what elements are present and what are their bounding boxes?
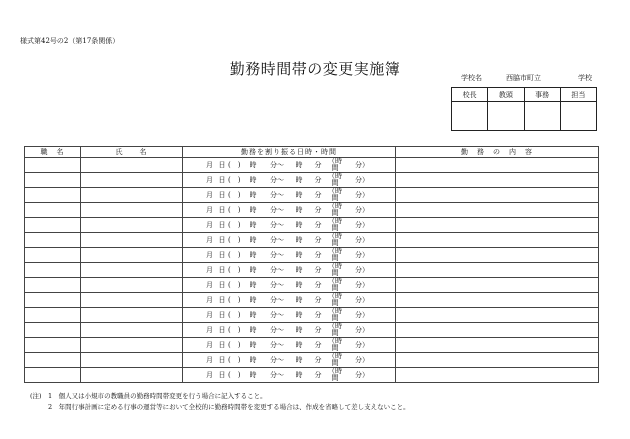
end-minute-label: 分 [314, 205, 322, 214]
end-minute-label: 分 [314, 280, 322, 289]
name-cell[interactable] [81, 263, 183, 278]
duration-hours-label: （時間 [328, 307, 342, 322]
month-label: 月 [206, 235, 213, 244]
position-cell[interactable] [25, 203, 81, 218]
position-cell[interactable] [25, 188, 81, 203]
header-name: 氏 名 [81, 147, 183, 158]
end-hour-label: 時 [295, 220, 303, 229]
approval-stamp-cell[interactable] [524, 102, 560, 131]
datetime-cell[interactable] [183, 263, 396, 278]
duration-minutes-label: 分） [355, 175, 369, 184]
table-row [25, 368, 599, 383]
weekday-paren: ( ) [228, 310, 241, 319]
school-name-label: 学校名 [461, 74, 482, 82]
name-cell[interactable] [81, 188, 183, 203]
month-label: 月 [206, 160, 213, 169]
end-hour-label: 時 [295, 370, 303, 379]
approval-header-staff: 担当 [560, 88, 596, 102]
start-hour-label: 時 [249, 160, 257, 169]
note-item: 2 年間行事計画に定める行事の運営等において全校的に勤務時間帯を変更する場合は、作成を省略して差し支えないこと。 [48, 403, 410, 411]
weekday-paren: ( ) [228, 235, 241, 244]
start-hour-label: 時 [249, 355, 257, 364]
datetime-cell[interactable] [183, 323, 396, 338]
datetime-template [183, 263, 395, 277]
table-row [25, 173, 599, 188]
end-minute-label: 分 [314, 235, 322, 244]
month-label: 月 [206, 310, 213, 319]
datetime-template [183, 308, 395, 322]
duration-hours-label: （時間 [328, 187, 342, 202]
content-cell[interactable] [396, 218, 599, 233]
start-hour-label: 時 [249, 280, 257, 289]
duration-hours-label: （時間 [328, 202, 342, 217]
duration-hours-label: （時間 [328, 247, 342, 262]
duration-hours-label: （時間 [328, 322, 342, 337]
end-hour-label: 時 [295, 205, 303, 214]
start-minute-label: 分～ [270, 280, 284, 289]
position-cell[interactable] [25, 218, 81, 233]
name-cell[interactable] [81, 218, 183, 233]
duration-hours-label: （時間 [328, 217, 342, 232]
duration-hours-label: （時間 [328, 172, 342, 187]
day-label: 日 [218, 265, 226, 274]
content-cell[interactable] [396, 338, 599, 353]
end-hour-label: 時 [295, 355, 303, 364]
approval-header-principal: 校長 [452, 88, 488, 102]
start-minute-label: 分～ [270, 340, 284, 349]
schedule-table [24, 146, 599, 383]
duration-hours-label: （時間 [328, 232, 342, 247]
start-hour-label: 時 [249, 205, 257, 214]
end-minute-label: 分 [314, 340, 322, 349]
day-label: 日 [218, 295, 226, 304]
start-minute-label: 分～ [270, 220, 284, 229]
end-hour-label: 時 [295, 295, 303, 304]
end-minute-label: 分 [314, 250, 322, 259]
datetime-template [183, 323, 395, 337]
content-cell[interactable] [396, 278, 599, 293]
datetime-template [183, 233, 395, 247]
duration-hours-label: （時間 [328, 352, 342, 367]
start-hour-label: 時 [249, 310, 257, 319]
end-minute-label: 分 [314, 355, 322, 364]
school-suffix: 学校 [578, 74, 592, 82]
approval-stamp-table [451, 87, 597, 131]
month-label: 月 [206, 370, 213, 379]
start-minute-label: 分～ [270, 235, 284, 244]
content-cell[interactable] [396, 188, 599, 203]
table-row [25, 293, 599, 308]
content-cell[interactable] [396, 173, 599, 188]
end-minute-label: 分 [314, 325, 322, 334]
month-label: 月 [206, 220, 213, 229]
datetime-template [183, 338, 395, 352]
duration-minutes-label: 分） [355, 280, 369, 289]
start-hour-label: 時 [249, 265, 257, 274]
duration-minutes-label: 分） [355, 205, 369, 214]
duration-minutes-label: 分） [355, 190, 369, 199]
position-cell[interactable] [25, 368, 81, 383]
weekday-paren: ( ) [228, 280, 241, 289]
month-label: 月 [206, 175, 213, 184]
weekday-paren: ( ) [228, 355, 241, 364]
position-cell[interactable] [25, 233, 81, 248]
datetime-template [183, 293, 395, 307]
table-row [25, 248, 599, 263]
day-label: 日 [218, 355, 226, 364]
day-label: 日 [218, 205, 226, 214]
month-label: 月 [206, 265, 213, 274]
position-cell[interactable] [25, 173, 81, 188]
end-minute-label: 分 [314, 220, 322, 229]
day-label: 日 [218, 190, 226, 199]
start-minute-label: 分～ [270, 355, 284, 364]
weekday-paren: ( ) [228, 160, 241, 169]
page-title: 勤務時間帯の変更実施簿 [229, 60, 401, 78]
start-minute-label: 分～ [270, 160, 284, 169]
name-cell[interactable] [81, 203, 183, 218]
datetime-cell[interactable] [183, 233, 396, 248]
name-cell[interactable] [81, 158, 183, 173]
weekday-paren: ( ) [228, 190, 241, 199]
table-row [25, 203, 599, 218]
weekday-paren: ( ) [228, 340, 241, 349]
table-row [25, 323, 599, 338]
name-cell[interactable] [81, 338, 183, 353]
month-label: 月 [206, 325, 213, 334]
datetime-template [183, 218, 395, 232]
start-minute-label: 分～ [270, 310, 284, 319]
datetime-template [183, 368, 395, 382]
month-label: 月 [206, 250, 213, 259]
end-minute-label: 分 [314, 190, 322, 199]
duration-hours-label: （時間 [328, 157, 342, 172]
position-cell[interactable] [25, 263, 81, 278]
name-cell[interactable] [81, 308, 183, 323]
datetime-cell[interactable] [183, 203, 396, 218]
datetime-template [183, 158, 395, 172]
header-content: 勤 務 の 内 容 [396, 147, 599, 158]
table-row [25, 218, 599, 233]
duration-minutes-label: 分） [355, 325, 369, 334]
day-label: 日 [218, 220, 226, 229]
start-minute-label: 分～ [270, 325, 284, 334]
datetime-cell[interactable] [183, 368, 396, 383]
weekday-paren: ( ) [228, 325, 241, 334]
end-hour-label: 時 [295, 265, 303, 274]
start-minute-label: 分～ [270, 175, 284, 184]
table-row [25, 188, 599, 203]
table-row [25, 353, 599, 368]
content-cell[interactable] [396, 323, 599, 338]
end-minute-label: 分 [314, 370, 322, 379]
month-label: 月 [206, 340, 213, 349]
content-cell[interactable] [396, 158, 599, 173]
start-minute-label: 分～ [270, 190, 284, 199]
duration-minutes-label: 分） [355, 265, 369, 274]
content-cell[interactable] [396, 308, 599, 323]
day-label: 日 [218, 370, 226, 379]
start-hour-label: 時 [249, 325, 257, 334]
month-label: 月 [206, 355, 213, 364]
end-hour-label: 時 [295, 340, 303, 349]
day-label: 日 [218, 160, 226, 169]
weekday-paren: ( ) [228, 295, 241, 304]
approval-stamp-cell[interactable] [560, 102, 596, 131]
duration-hours-label: （時間 [328, 277, 342, 292]
approval-header-office: 事務 [524, 88, 560, 102]
datetime-cell[interactable] [183, 248, 396, 263]
position-cell[interactable] [25, 308, 81, 323]
datetime-cell[interactable] [183, 338, 396, 353]
start-hour-label: 時 [249, 340, 257, 349]
name-cell[interactable] [81, 278, 183, 293]
month-label: 月 [206, 205, 213, 214]
weekday-paren: ( ) [228, 175, 241, 184]
datetime-template [183, 203, 395, 217]
table-row [25, 278, 599, 293]
table-row [25, 338, 599, 353]
position-cell[interactable] [25, 278, 81, 293]
start-minute-label: 分～ [270, 370, 284, 379]
end-hour-label: 時 [295, 325, 303, 334]
datetime-cell[interactable] [183, 218, 396, 233]
end-hour-label: 時 [295, 250, 303, 259]
content-cell[interactable] [396, 248, 599, 263]
day-label: 日 [218, 340, 226, 349]
duration-hours-label: （時間 [328, 262, 342, 277]
position-cell[interactable] [25, 293, 81, 308]
content-cell[interactable] [396, 263, 599, 278]
name-cell[interactable] [81, 368, 183, 383]
end-minute-label: 分 [314, 310, 322, 319]
duration-hours-label: （時間 [328, 367, 342, 382]
header-datetime: 勤務を割り振る日時・時間 [183, 147, 396, 158]
approval-stamp-cell[interactable] [488, 102, 524, 131]
name-cell[interactable] [81, 173, 183, 188]
weekday-paren: ( ) [228, 250, 241, 259]
start-hour-label: 時 [249, 370, 257, 379]
end-minute-label: 分 [314, 160, 322, 169]
month-label: 月 [206, 295, 213, 304]
datetime-template [183, 248, 395, 262]
end-minute-label: 分 [314, 295, 322, 304]
weekday-paren: ( ) [228, 370, 241, 379]
name-cell[interactable] [81, 293, 183, 308]
end-minute-label: 分 [314, 175, 322, 184]
duration-hours-label: （時間 [328, 292, 342, 307]
datetime-template [183, 278, 395, 292]
month-label: 月 [206, 280, 213, 289]
start-hour-label: 時 [249, 235, 257, 244]
approval-header-vice-principal: 教頭 [488, 88, 524, 102]
content-cell[interactable] [396, 203, 599, 218]
start-hour-label: 時 [249, 175, 257, 184]
datetime-cell[interactable] [183, 188, 396, 203]
datetime-cell[interactable] [183, 353, 396, 368]
name-cell[interactable] [81, 323, 183, 338]
position-cell[interactable] [25, 353, 81, 368]
duration-hours-label: （時間 [328, 337, 342, 352]
content-cell[interactable] [396, 368, 599, 383]
end-hour-label: 時 [295, 235, 303, 244]
month-label: 月 [206, 190, 213, 199]
day-label: 日 [218, 175, 226, 184]
position-cell[interactable] [25, 248, 81, 263]
duration-minutes-label: 分） [355, 235, 369, 244]
datetime-cell[interactable] [183, 173, 396, 188]
position-cell[interactable] [25, 338, 81, 353]
datetime-cell[interactable] [183, 158, 396, 173]
duration-minutes-label: 分） [355, 355, 369, 364]
name-cell[interactable] [81, 233, 183, 248]
name-cell[interactable] [81, 353, 183, 368]
notes-prefix: (注) [30, 392, 42, 400]
end-minute-label: 分 [314, 265, 322, 274]
start-minute-label: 分～ [270, 265, 284, 274]
end-hour-label: 時 [295, 160, 303, 169]
day-label: 日 [218, 310, 226, 319]
day-label: 日 [218, 235, 226, 244]
table-row [25, 233, 599, 248]
start-minute-label: 分～ [270, 250, 284, 259]
day-label: 日 [218, 325, 226, 334]
content-cell[interactable] [396, 233, 599, 248]
end-hour-label: 時 [295, 190, 303, 199]
table-row [25, 308, 599, 323]
datetime-template [183, 188, 395, 202]
day-label: 日 [218, 250, 226, 259]
duration-minutes-label: 分） [355, 370, 369, 379]
weekday-paren: ( ) [228, 205, 241, 214]
start-hour-label: 時 [249, 190, 257, 199]
start-minute-label: 分～ [270, 295, 284, 304]
content-cell[interactable] [396, 353, 599, 368]
form-number: 様式第42号の2（第17条関係） [20, 37, 120, 45]
datetime-template [183, 173, 395, 187]
datetime-template [183, 353, 395, 367]
end-hour-label: 時 [295, 175, 303, 184]
datetime-cell[interactable] [183, 278, 396, 293]
duration-minutes-label: 分） [355, 220, 369, 229]
day-label: 日 [218, 280, 226, 289]
start-hour-label: 時 [249, 250, 257, 259]
datetime-cell[interactable] [183, 293, 396, 308]
weekday-paren: ( ) [228, 220, 241, 229]
duration-minutes-label: 分） [355, 295, 369, 304]
end-hour-label: 時 [295, 310, 303, 319]
school-name-value: 西脇市町立 [506, 74, 541, 82]
start-minute-label: 分～ [270, 205, 284, 214]
duration-minutes-label: 分） [355, 310, 369, 319]
duration-minutes-label: 分） [355, 160, 369, 169]
note-item: 1 個人又は小規市の教職員の勤務時間帯変更を行う場合に記入すること。 [48, 392, 267, 400]
name-cell[interactable] [81, 248, 183, 263]
header-position: 職 名 [25, 147, 81, 158]
end-hour-label: 時 [295, 280, 303, 289]
datetime-cell[interactable] [183, 308, 396, 323]
duration-minutes-label: 分） [355, 340, 369, 349]
weekday-paren: ( ) [228, 265, 241, 274]
table-row [25, 158, 599, 173]
start-hour-label: 時 [249, 295, 257, 304]
content-cell[interactable] [396, 293, 599, 308]
duration-minutes-label: 分） [355, 250, 369, 259]
approval-stamp-cell[interactable] [452, 102, 488, 131]
table-row [25, 263, 599, 278]
start-hour-label: 時 [249, 220, 257, 229]
position-cell[interactable] [25, 323, 81, 338]
position-cell[interactable] [25, 158, 81, 173]
